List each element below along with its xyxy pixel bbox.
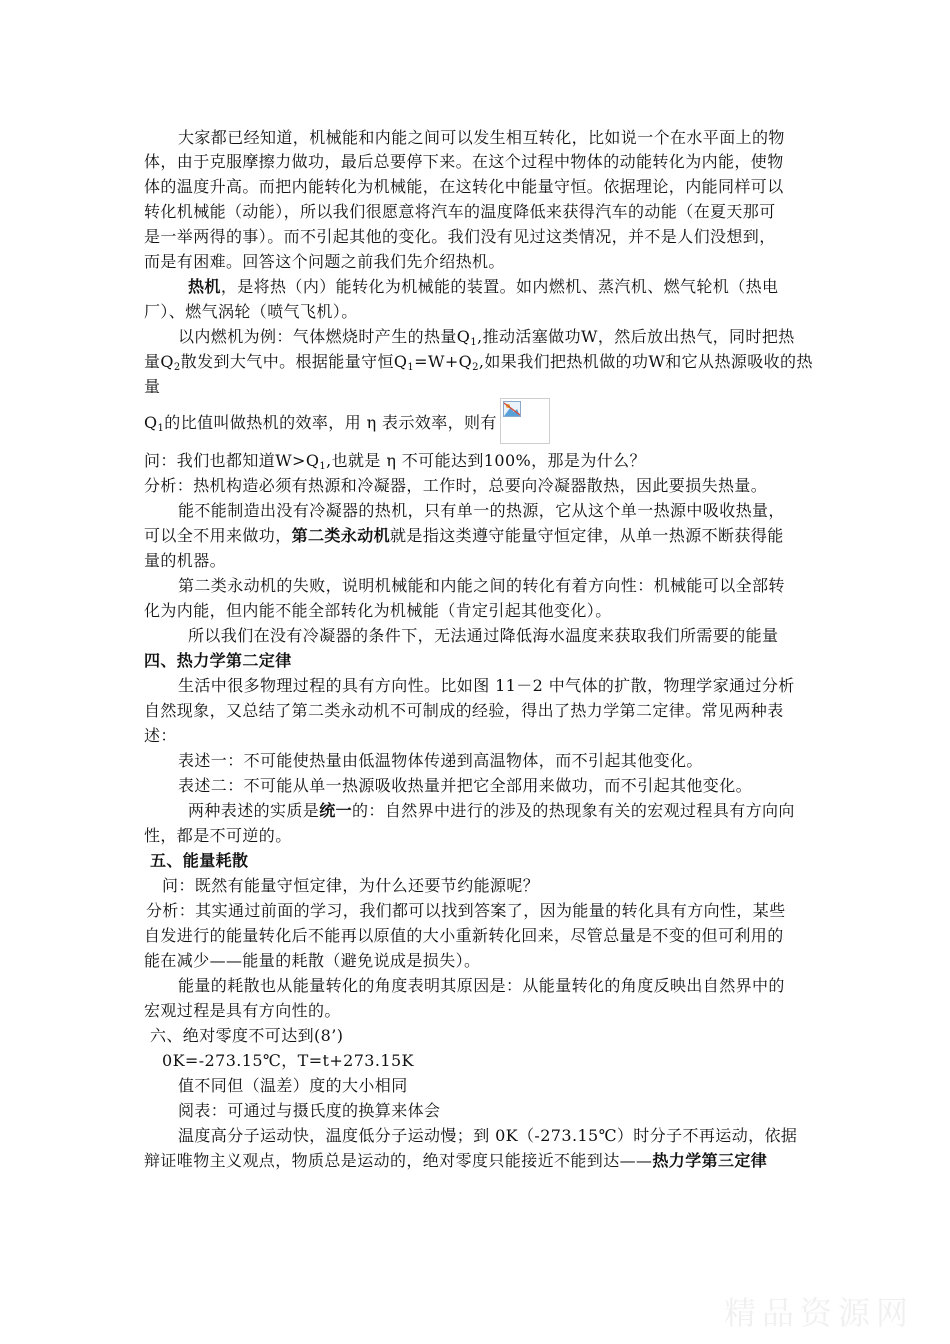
section-heading: 五、能量耗散: [150, 851, 249, 870]
text-line: 性，都是不可逆的。: [144, 826, 292, 845]
text-line: 大家都已经知道，机械能和内能之间可以发生相互转化，比如说一个在水平面上的物: [178, 128, 785, 147]
text-line: 能不能制造出没有冷凝器的热机，只有单一的热源，它从这个单一热源中吸收热量，: [178, 501, 785, 520]
text-line: 量的机器。: [144, 551, 227, 570]
text-line: 量: [144, 377, 161, 396]
text-line: [144, 1149, 767, 1173]
text-line: 化为内能，但内能不能全部转化为机械能（肯定引起其他变化）。: [144, 601, 612, 620]
text-line: 阅表：可通过与摄氏度的换算来体会: [178, 1101, 441, 1120]
text-span: 就是指这类遵守能量守恒定律，从单一热源不断获得能: [390, 526, 784, 545]
text-line: 宏观过程是具有方向性的。: [144, 1001, 341, 1020]
text-line: [188, 799, 795, 823]
formula-line: 0K=-273.15℃，T=t+273.15K: [162, 1051, 414, 1070]
text-line: 能在减少——能量的耗散（避免说成是损失）。: [144, 951, 481, 970]
term-third-law: 热力学第三定律: [652, 1151, 768, 1170]
broken-image-icon: [503, 401, 521, 417]
term-unified: 统一: [319, 801, 353, 820]
text-line: 表述一：不可能使热量由低温物体传递到高温物体，而不引起其他变化。: [178, 751, 703, 770]
text-line: [144, 350, 813, 380]
text-line: [144, 411, 497, 441]
text-line: 转化机械能（动能），所以我们很愿意将汽车的温度降低来获得汽车的动能（在夏天那可: [144, 202, 776, 221]
text-line: 述：: [144, 726, 177, 745]
subscript: 1: [470, 337, 478, 348]
text-span: ,也就是 η 不可能达到100%，那是为什么？: [326, 451, 646, 470]
text-span: 的比值叫做热机的效率，用 η 表示效率，则有: [164, 413, 497, 432]
text-line: 厂）、燃气涡轮（喷气飞机）。: [144, 302, 358, 321]
text-line: 值不同但（温差）度的大小相同: [178, 1076, 408, 1095]
text-span: 以内燃机为例：气体燃烧时产生的热量Q: [178, 327, 471, 346]
text-line: 体，由于克服摩擦力做功，最后总要停下来。在这个过程中物体的动能转化为内能，使物: [144, 152, 784, 171]
text-span: 问：我们也都知道W>Q: [144, 451, 320, 470]
text-line: 能量的耗散也从能量转化的角度表明其原因是：从能量转化的角度反映出自然界中的: [178, 976, 785, 995]
text-line: 所以我们在没有冷凝器的条件下，无法通过降低海水温度来获取我们所需要的能量: [188, 626, 779, 645]
text-span: 可以全不用来做功，: [144, 526, 292, 545]
subscript: 1: [407, 362, 415, 373]
text-span: 辩证唯物主义观点，物质总是运动的，绝对零度只能接近不能到达——: [144, 1151, 653, 1170]
text-span: Q: [144, 413, 158, 432]
text-span: ，是将热（内）能转化为机械能的装置。如内燃机、蒸汽机、燃气轮机（热电: [220, 277, 779, 296]
subscript: 2: [173, 362, 181, 373]
text-span: ,如果我们把热机做的功W和它从热源吸收的热: [478, 352, 813, 371]
watermark: 精品资源网: [724, 1294, 915, 1332]
text-line: 温度高分子运动快，温度低分子运动慢；到 0K（-273.15℃）时分子不再运动，依据: [178, 1126, 798, 1145]
term-heat-engine: 热机: [188, 277, 221, 296]
text-span: 散发到大气中。根据能量守恒Q: [180, 352, 408, 371]
term-perpetual-motion-2: 第二类永动机: [291, 526, 391, 545]
text-line: [188, 275, 778, 299]
text-line: 是一举两得的事）。而不引起其他的变化。我们没有见过这类情况，并不是人们没想到，: [144, 227, 776, 246]
text-line: 生活中很多物理过程的具有方向性。比如图 11－2 中气体的扩散，物理学家通过分析: [178, 676, 795, 695]
text-line: 分析：其实通过前面的学习，我们都可以找到答案了，因为能量的转化具有方向性，某些: [146, 901, 786, 920]
subscript: 1: [319, 461, 327, 472]
section-heading: 六、绝对零度不可达到(8’): [150, 1026, 344, 1045]
subscript: 2: [472, 362, 479, 373]
text-line: [144, 524, 784, 548]
text-span: =W+Q: [414, 352, 473, 371]
text-line: 体的温度升高。而把内能转化为机械能，在这转化中能量守恒。依据理论，内能同样可以: [144, 177, 784, 196]
text-span: ,推动活塞做功W，然后放出热气，同时把热: [477, 327, 795, 346]
section-heading: 四、热力学第二定律: [144, 651, 292, 670]
text-line: 问：既然有能量守恒定律，为什么还要节约能源呢？: [162, 876, 540, 895]
text-span: 两种表述的实质是: [188, 801, 320, 820]
text-span: 的：自然界中进行的涉及的热现象有关的宏观过程具有方向向: [352, 801, 795, 820]
text-line: 自然现象，又总结了第二类永动机不可制成的经验，得出了热力学第二定律。常见两种表: [144, 701, 784, 720]
broken-image-placeholder: [500, 398, 550, 444]
text-span: 量Q: [144, 352, 174, 371]
text-line: 分析：热机构造必须有热源和冷凝器，工作时，总要向冷凝器散热，因此要损失热量。: [144, 476, 768, 495]
text-line: 自发进行的能量转化后不能再以原值的大小重新转化回来，尽管总量是不变的但可利用的: [144, 926, 784, 945]
subscript: 1: [157, 423, 165, 434]
text-line: 表述二：不可能从单一热源吸收热量并把它全部用来做功，而不引起其他变化。: [178, 776, 753, 795]
text-line: 而是有困难。回答这个问题之前我们先介绍热机。: [144, 252, 505, 271]
text-line: 第二类永动机的失败，说明机械能和内能之间的转化有着方向性：机械能可以全部转: [178, 576, 785, 595]
